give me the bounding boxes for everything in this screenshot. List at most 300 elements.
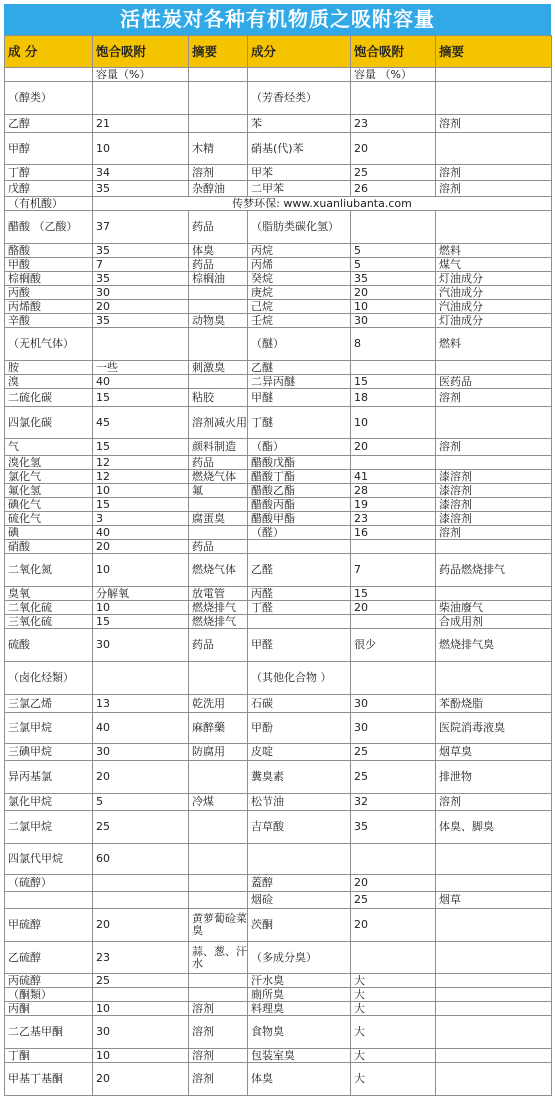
table-cell: 丁醛: [248, 601, 351, 615]
table-cell: 甲酚: [248, 713, 351, 744]
table-cell: （其他化合物 ）: [248, 662, 351, 695]
table-cell: 辛酸: [5, 314, 93, 328]
table-cell: 冷煤: [189, 794, 248, 811]
table-cell: 料理臭: [248, 1002, 351, 1016]
table-row: [5, 244, 552, 258]
table-cell: 三氧化硫: [5, 615, 93, 629]
table-row: [5, 389, 552, 407]
table-row: [5, 115, 552, 133]
table-cell: 34: [93, 165, 189, 181]
table-row: [5, 844, 552, 875]
table-row: [5, 470, 552, 484]
table-cell: 蓋醇: [248, 875, 351, 892]
table-cell: 药品: [189, 456, 248, 470]
table-cell: 药品: [189, 629, 248, 662]
table-cell: [436, 1049, 552, 1063]
table-cell: 15: [93, 498, 189, 512]
table-cell: [436, 662, 552, 695]
table-cell: [93, 892, 189, 909]
table-cell: 丙烯: [248, 258, 351, 272]
table-cell: [351, 942, 436, 974]
table-cell: 燃烧排气: [189, 615, 248, 629]
table-cell: （酯）: [248, 439, 351, 456]
table-row: [5, 629, 552, 662]
table-cell: [189, 498, 248, 512]
table-cell: 20: [351, 601, 436, 615]
table-cell: 漆溶剂: [436, 498, 552, 512]
table-cell: 氯化甲烷: [5, 794, 93, 811]
table-cell: [189, 375, 248, 389]
table-cell: （无机气体）: [5, 328, 93, 361]
table-cell: 30: [351, 314, 436, 328]
table-cell: [351, 615, 436, 629]
table-cell: 35: [351, 811, 436, 844]
table-cell: 松节油: [248, 794, 351, 811]
table-row: [5, 744, 552, 761]
table-cell: 苯酚烧脂: [436, 695, 552, 713]
table-cell: [5, 892, 93, 909]
table-cell: 甲醚: [248, 389, 351, 407]
table-cell: 溶剂: [436, 181, 552, 197]
table-row: [5, 197, 552, 211]
table-cell: 溶剂: [189, 1002, 248, 1016]
table-cell: 溴: [5, 375, 93, 389]
table-cell: [189, 286, 248, 300]
table-cell: 癸烷: [248, 272, 351, 286]
table-cell: 硝基(代)苯: [248, 133, 351, 165]
table-cell: 烟草臭: [436, 744, 552, 761]
table-cell: 黄萝蔔硷菜臭: [189, 909, 248, 942]
table-row: [5, 794, 552, 811]
table-cell: 25: [351, 744, 436, 761]
table-row: [5, 82, 552, 115]
table-cell: 溶剂: [189, 1049, 248, 1063]
table-cell: 气: [5, 439, 93, 456]
table-cell: 二硫化碳: [5, 389, 93, 407]
table-cell: 棕榈酸: [5, 272, 93, 286]
table-row: [5, 909, 552, 942]
table-row: [5, 258, 552, 272]
table-cell: 二氧化氮: [5, 554, 93, 587]
table-cell: 丙醛: [248, 587, 351, 601]
table-cell: 糞臭素: [248, 761, 351, 794]
table-cell: [93, 875, 189, 892]
table-cell: 燃烧排气: [189, 601, 248, 615]
table-cell: [189, 974, 248, 988]
table-cell: 壬烷: [248, 314, 351, 328]
table-cell: 大: [351, 1016, 436, 1049]
table-cell: 35: [93, 272, 189, 286]
column-header: 成 分: [5, 36, 93, 68]
table-row: [5, 286, 552, 300]
table-cell: 食物臭: [248, 1016, 351, 1049]
table-cell: 19: [351, 498, 436, 512]
table-cell: 45: [93, 407, 189, 439]
table-row: [5, 892, 552, 909]
table-cell: 排泄物: [436, 761, 552, 794]
table-cell: 蒜、葱、汗水: [189, 942, 248, 974]
table-cell: 5: [351, 258, 436, 272]
table-cell: 甲醇: [5, 133, 93, 165]
table-cell: 石碳: [248, 695, 351, 713]
table-cell: [189, 68, 248, 82]
table-cell: [189, 300, 248, 314]
table-cell: [436, 68, 552, 82]
table-cell: 异丙基氯: [5, 761, 93, 794]
table-cell: [436, 540, 552, 554]
table-cell: [436, 844, 552, 875]
table-cell: 体臭: [189, 244, 248, 258]
table-cell: 20: [93, 1063, 189, 1096]
table-cell: （醚）: [248, 328, 351, 361]
table-cell: [93, 328, 189, 361]
table-cell: 26: [351, 181, 436, 197]
table-cell: [189, 328, 248, 361]
table-cell: 丙酮: [5, 1002, 93, 1016]
table-cell: 60: [93, 844, 189, 875]
table-cell: [351, 844, 436, 875]
table-cell: 乙硫醇: [5, 942, 93, 974]
table-cell: 丙硫醇: [5, 974, 93, 988]
table-cell: [436, 875, 552, 892]
table-cell: 丁醚: [248, 407, 351, 439]
table-cell: 15: [93, 615, 189, 629]
table-cell: 10: [93, 484, 189, 498]
table-cell: 30: [351, 713, 436, 744]
table-cell: 丙烷: [248, 244, 351, 258]
table-row: [5, 361, 552, 375]
table-cell: 四氯代甲烷: [5, 844, 93, 875]
table-cell: 35: [93, 314, 189, 328]
table-cell: [436, 407, 552, 439]
table-cell: 醋酸甲酯: [248, 512, 351, 526]
table-cell: 35: [351, 272, 436, 286]
table-cell: 燃料: [436, 328, 552, 361]
table-cell: [93, 82, 189, 115]
table-cell: （芳香烃类）: [248, 82, 351, 115]
column-header: 饱合吸附: [93, 36, 189, 68]
table-cell: 大: [351, 974, 436, 988]
table-cell: 汽油成分: [436, 286, 552, 300]
table-cell: 药品: [189, 211, 248, 244]
table-cell: 15: [93, 389, 189, 407]
table-cell: 溶剂: [436, 439, 552, 456]
table-cell: 茨酮: [248, 909, 351, 942]
table-cell: 廁所臭: [248, 988, 351, 1002]
table-cell: 25: [351, 165, 436, 181]
table-cell: 醋酸戊酯: [248, 456, 351, 470]
column-header: 饱合吸附: [351, 36, 436, 68]
table-cell: 一些: [93, 361, 189, 375]
table-cell: 7: [351, 554, 436, 587]
table-cell: 柴油廢气: [436, 601, 552, 615]
table-cell: 药品: [189, 258, 248, 272]
table-cell: 甲硫醇: [5, 909, 93, 942]
table-cell: 20: [93, 540, 189, 554]
table-row: [5, 512, 552, 526]
table-cell: 腐蛋臭: [189, 512, 248, 526]
table-row: [5, 988, 552, 1002]
table-cell: 二乙基甲酮: [5, 1016, 93, 1049]
table-row: [5, 601, 552, 615]
table-cell: 大: [351, 1002, 436, 1016]
table-cell: 30: [93, 1016, 189, 1049]
table-cell: 颜料制造: [189, 439, 248, 456]
table-cell: 10: [351, 300, 436, 314]
table-cell: 28: [351, 484, 436, 498]
adsorption-table: [4, 35, 552, 1096]
table-cell: [189, 988, 248, 1002]
table-cell: [351, 456, 436, 470]
table-cell: 21: [93, 115, 189, 133]
table-cell: 大: [351, 1049, 436, 1063]
table-title: 活性炭对各种有机物质之吸附容量: [4, 4, 551, 35]
table-cell: [189, 82, 248, 115]
table-cell: 甲苯: [248, 165, 351, 181]
table-cell: 甲酸: [5, 258, 93, 272]
table-row: [5, 974, 552, 988]
table-cell: [436, 1063, 552, 1096]
table-cell: （醛）: [248, 526, 351, 540]
table-cell: 溶剂: [189, 1016, 248, 1049]
table-cell: 容量 （%）: [351, 68, 436, 82]
table-row: [5, 439, 552, 456]
table-cell: （有机酸）: [5, 197, 93, 211]
table-cell: 臭氧: [5, 587, 93, 601]
column-header: 成分: [248, 36, 351, 68]
table-cell: 乙醚: [248, 361, 351, 375]
table-cell: [351, 82, 436, 115]
table-cell: 18: [351, 389, 436, 407]
table-cell: 二甲苯: [248, 181, 351, 197]
table-cell: 41: [351, 470, 436, 484]
table-cell: 合成用剂: [436, 615, 552, 629]
table-cell: （卤化烃類）: [5, 662, 93, 695]
table-cell: [189, 811, 248, 844]
table-cell: 灯油成分: [436, 314, 552, 328]
column-header: 摘要: [436, 36, 552, 68]
table-cell: [248, 540, 351, 554]
table-cell: 医药品: [436, 375, 552, 389]
table-cell: 溶剂: [436, 389, 552, 407]
table-cell: 胺: [5, 361, 93, 375]
table-row: [5, 761, 552, 794]
table-row: [5, 615, 552, 629]
table-cell: [436, 1002, 552, 1016]
table-row: [5, 456, 552, 470]
table-cell: 37: [93, 211, 189, 244]
table-cell: 医院消毒液臭: [436, 713, 552, 744]
table-cell: 麻醉藥: [189, 713, 248, 744]
table-cell: 氟: [189, 484, 248, 498]
table-cell: 碘: [5, 526, 93, 540]
table-cell: [436, 133, 552, 165]
table-cell: [189, 844, 248, 875]
table-cell: [351, 211, 436, 244]
table-cell: [93, 988, 189, 1002]
table-cell: 硫酸: [5, 629, 93, 662]
table-cell: 三氯乙烯: [5, 695, 93, 713]
table-cell: 3: [93, 512, 189, 526]
table-row: [5, 1049, 552, 1063]
table-row: [5, 713, 552, 744]
table-cell: 灯油成分: [436, 272, 552, 286]
table-cell: [248, 68, 351, 82]
table-cell: 15: [351, 375, 436, 389]
table-header-row: [5, 36, 552, 68]
table-cell: 吉草酸: [248, 811, 351, 844]
table-cell: 丁醇: [5, 165, 93, 181]
table-cell: 16: [351, 526, 436, 540]
table-row: [5, 165, 552, 181]
table-cell: 药品燃烧排气: [436, 554, 552, 587]
table-cell: 30: [93, 744, 189, 761]
table-cell: 30: [93, 286, 189, 300]
table-cell: 溶剂: [189, 165, 248, 181]
table-cell: 12: [93, 456, 189, 470]
table-row: [5, 1016, 552, 1049]
table-cell: [189, 662, 248, 695]
table-cell: （硫醇）: [5, 875, 93, 892]
table-cell: 40: [93, 375, 189, 389]
table-cell: （醇类）: [5, 82, 93, 115]
table-cell: 丙烯酸: [5, 300, 93, 314]
table-cell: 药品: [189, 540, 248, 554]
table-cell: 10: [351, 407, 436, 439]
table-row: [5, 68, 552, 82]
table-cell: 15: [93, 439, 189, 456]
table-row: [5, 133, 552, 165]
table-cell: 包装室臭: [248, 1049, 351, 1063]
table-cell: 漆溶剂: [436, 512, 552, 526]
table-cell: 汽油成分: [436, 300, 552, 314]
table-cell: （脂肪类碳化氢）: [248, 211, 351, 244]
table-cell: 棕榈油: [189, 272, 248, 286]
table-cell: 20: [93, 909, 189, 942]
table-cell: 体臭、脚臭: [436, 811, 552, 844]
table-cell: 乙醇: [5, 115, 93, 133]
table-cell: 动物臭: [189, 314, 248, 328]
table-cell: 溶剂: [436, 526, 552, 540]
table-cell: [351, 540, 436, 554]
table-row: [5, 181, 552, 197]
table-cell: [436, 211, 552, 244]
table-row: [5, 695, 552, 713]
table-cell: 溶剂: [189, 1063, 248, 1096]
table-cell: 溶剂: [436, 794, 552, 811]
table-cell: [248, 615, 351, 629]
table-cell: 10: [93, 1049, 189, 1063]
table-cell: 庚烷: [248, 286, 351, 300]
table-cell: 漆溶剂: [436, 470, 552, 484]
table-cell: [436, 82, 552, 115]
column-header: 摘要: [189, 36, 248, 68]
table-cell: 氯化气: [5, 470, 93, 484]
table-cell: [189, 115, 248, 133]
table-cell: [436, 1016, 552, 1049]
table-cell: 甲醛: [248, 629, 351, 662]
table-cell: 丁酮: [5, 1049, 93, 1063]
table-cell: 7: [93, 258, 189, 272]
table-cell: 三碘甲烷: [5, 744, 93, 761]
table-cell: [436, 942, 552, 974]
table-row: [5, 484, 552, 498]
table-cell: 放電管: [189, 587, 248, 601]
table-cell: 5: [93, 794, 189, 811]
table-cell: 32: [351, 794, 436, 811]
table-cell: 23: [93, 942, 189, 974]
table-cell: [436, 361, 552, 375]
table-cell: 醋酸丙酯: [248, 498, 351, 512]
table-row: [5, 314, 552, 328]
table-cell: 燃烧气体: [189, 470, 248, 484]
table-cell: 10: [93, 133, 189, 165]
table-cell: [5, 68, 93, 82]
source-note: 传梦环保: www.xuanliubanta.com: [93, 197, 552, 211]
table-row: [5, 1002, 552, 1016]
table-cell: 30: [351, 695, 436, 713]
table-cell: 溴化氢: [5, 456, 93, 470]
table-cell: 10: [93, 554, 189, 587]
table-cell: 甲基丁基酮: [5, 1063, 93, 1096]
table-row: [5, 300, 552, 314]
table-cell: 20: [351, 875, 436, 892]
table-cell: 40: [93, 526, 189, 540]
table-cell: 35: [93, 181, 189, 197]
table-cell: [436, 587, 552, 601]
table-cell: 25: [351, 761, 436, 794]
table-cell: 20: [351, 286, 436, 300]
table-row: [5, 526, 552, 540]
table-body: [5, 36, 552, 1096]
table-cell: [351, 361, 436, 375]
table-cell: 23: [351, 115, 436, 133]
table-cell: 容量（%）: [93, 68, 189, 82]
table-cell: 20: [93, 300, 189, 314]
table-cell: [189, 875, 248, 892]
table-row: [5, 587, 552, 601]
table-cell: 25: [351, 892, 436, 909]
table-row: [5, 875, 552, 892]
table-cell: 燃烧排气臭: [436, 629, 552, 662]
table-cell: [436, 456, 552, 470]
table-cell: 溶剂减火用: [189, 407, 248, 439]
table-cell: 5: [351, 244, 436, 258]
table-cell: [189, 526, 248, 540]
table-cell: 烟硷: [248, 892, 351, 909]
table-cell: [436, 974, 552, 988]
table-row: [5, 498, 552, 512]
table-cell: 二氯甲烷: [5, 811, 93, 844]
table-cell: 大: [351, 988, 436, 1002]
table-cell: 体臭: [248, 1063, 351, 1096]
table-cell: 四氯化碳: [5, 407, 93, 439]
table-cell: 25: [93, 811, 189, 844]
table-cell: 二氧化硫: [5, 601, 93, 615]
table-cell: 烟草: [436, 892, 552, 909]
table-cell: 碘化气: [5, 498, 93, 512]
table-cell: 己烷: [248, 300, 351, 314]
table-cell: 30: [93, 629, 189, 662]
table-cell: [189, 761, 248, 794]
table-cell: 溶剂: [436, 115, 552, 133]
table-row: [5, 375, 552, 389]
table-cell: [248, 844, 351, 875]
table-row: [5, 211, 552, 244]
table-row: [5, 1063, 552, 1096]
table-row: [5, 811, 552, 844]
table-cell: 20: [351, 909, 436, 942]
